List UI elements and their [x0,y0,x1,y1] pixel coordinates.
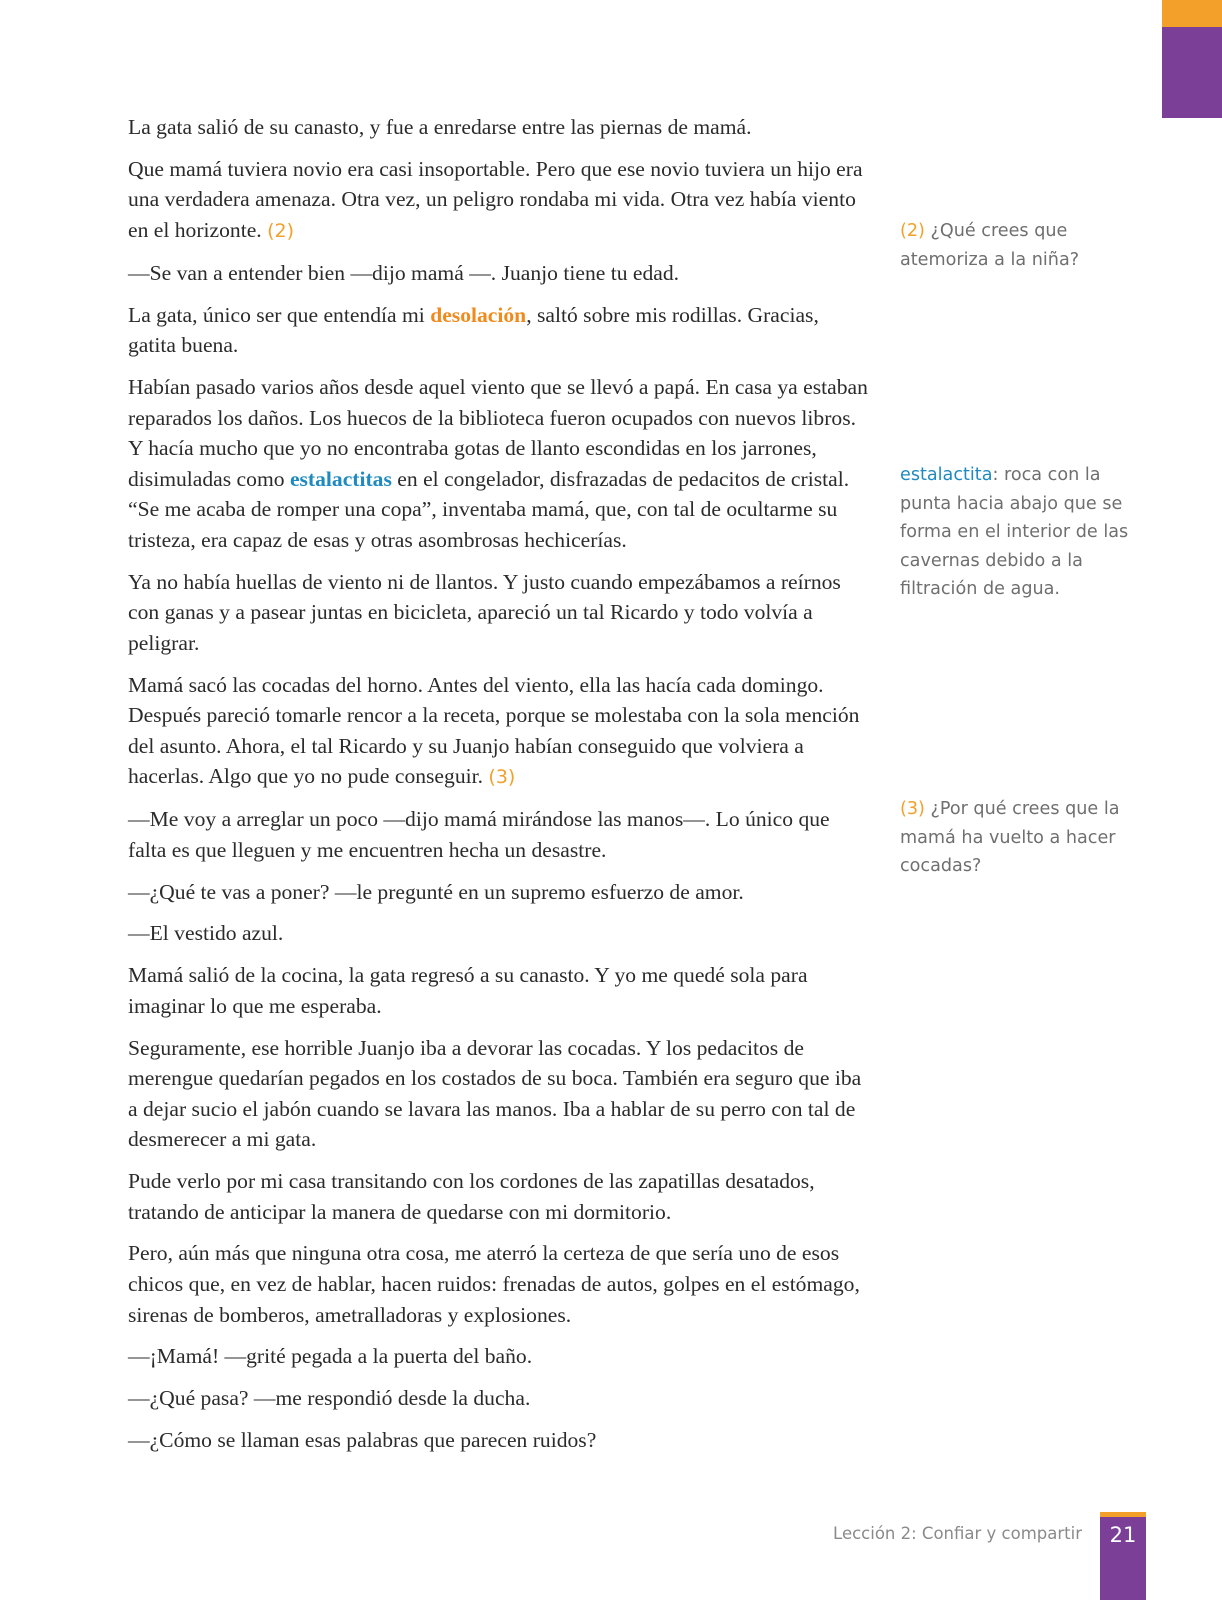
paragraph [128,154,868,247]
paragraph: —¿Cómo se llaman esas palabras que parecen ruidos? [128,1427,597,1452]
note-text: ¿Por qué crees que la mamá ha vuelto a hacer cocadas? [900,799,1120,877]
paragraph [128,372,868,556]
note-number: (2) [900,221,925,241]
glossary-definition: : roca con la punta hacia abajo que se forma en el interior de las cavernas debido a la filtración de agua. [900,465,1129,600]
paragraph: —¿Qué pasa? —me respondió desde la ducha. [128,1386,531,1411]
note-number: (3) [900,799,925,819]
corner-tab [1162,0,1222,118]
story-text [128,112,868,1467]
note-text: ¿Qué crees que atemoriza a la niña? [900,221,1080,270]
paragraph-text: Que mamá tuviera novio era casi insoportable. Pero que ese novio tuviera un hijo era una verdadera amenaza. Otra vez, un peligro rondaba mi vida. Otra vez había viento en el horizonte. [128,156,863,242]
page-number-accent [1100,1512,1146,1517]
paragraph: Pero, aún más que ninguna otra cosa, me aterró la certeza de que sería uno de esos chicos que, en vez de hablar, hacen ruidos: frenadas de autos, golpes en el estómago, sirenas de bomberos, ametralladoras y explosiones. [128,1241,860,1327]
page-number: 21 [1109,1523,1137,1547]
page-number-box [1100,1512,1146,1600]
paragraph [128,670,868,793]
glossary-note [900,461,1140,604]
paragraph: Mamá salió de la cocina, la gata regresó a su canasto. Y yo me quedé sola para imaginar lo que me esperaba. [128,963,808,1018]
question-ref-2: (2) [267,219,295,242]
paragraph: Seguramente, ese horrible Juanjo iba a devorar las cocadas. Y los pedacitos de merengue quedarían pegados en los costados de su boca. También era seguro que iba a dejar sucio el jabón cuando se lavara las manos. Iba a hablar de su perro con tal de desmerecer a mi gata. [128,1035,862,1152]
question-ref-3: (3) [488,766,516,789]
paragraph-text: La gata, único ser que entendía mi [128,302,431,327]
glossary-term: estalactita [900,465,993,485]
paragraph: Pude verlo por mi casa transitando con los cordones de las zapatillas desatados, tratando de anticipar la manera de quedarse con mi dormitorio. [128,1169,815,1224]
paragraph [128,300,868,361]
paragraph: —¿Qué te vas a poner? —le pregunté en un supremo esfuerzo de amor. [128,879,744,904]
paragraph-text: Mamá sacó las cocadas del horno. Antes del viento, ella las hacía cada domingo. Después pareció tomarle rencor a la receta, porque se molestaba con la sola mención del asunto. Ahora, el tal Ricardo y su Juanjo habían conseguido que volviera a hacerlas. Algo que yo no pude conseguir. [128,672,860,789]
paragraph-text: Habían pasado varios años desde aquel viento que se llevó a papá. En casa ya estaban reparados los daños. Los huecos de la biblioteca fueron ocupados con nuevos libros. Y hacía mucho que yo no encontraba gotas de llanto escondidas en los jarrones, disimuladas como [128,374,868,491]
keyword-desolacion: desolación [430,302,527,327]
paragraph: —¡Mamá! —grité pegada a la puerta del baño. [128,1344,533,1369]
paragraph: —El vestido azul. [128,921,284,946]
side-note-question-2 [900,217,1140,274]
paragraph-text: , saltó sobre mis rodillas. Gracias, gatita buena. [128,302,819,358]
lesson-label: Lección 2: Confiar y compartir [833,1524,1082,1543]
keyword-estalactitas: estalactitas [289,466,392,491]
paragraph: Ya no había huellas de viento ni de llantos. Y justo cuando empezábamos a reírnos con ganas y a pasear juntas en bicicleta, apareció un tal Ricardo y todo volvía a peligrar. [128,569,841,655]
paragraph: La gata salió de su canasto, y fue a enredarse entre las piernas de mamá. [128,115,752,139]
corner-tab-purple [1162,27,1222,118]
corner-tab-orange [1162,0,1222,27]
side-note-question-3 [900,795,1140,881]
paragraph: —Se van a entender bien —dijo mamá —. Juanjo tiene tu edad. [128,260,680,285]
paragraph-text: en el congelador, disfrazadas de pedacitos de cristal. “Se me acaba de romper una copa”, inventaba mamá, que, con tal de ocultarme su tristeza, era capaz de esas y otras asombrosas hechicerías. [128,466,850,552]
paragraph: —Me voy a arreglar un poco —dijo mamá mirándose las manos—. Lo único que falta es que lleguen y me encuentren hecha un desastre. [128,807,830,862]
